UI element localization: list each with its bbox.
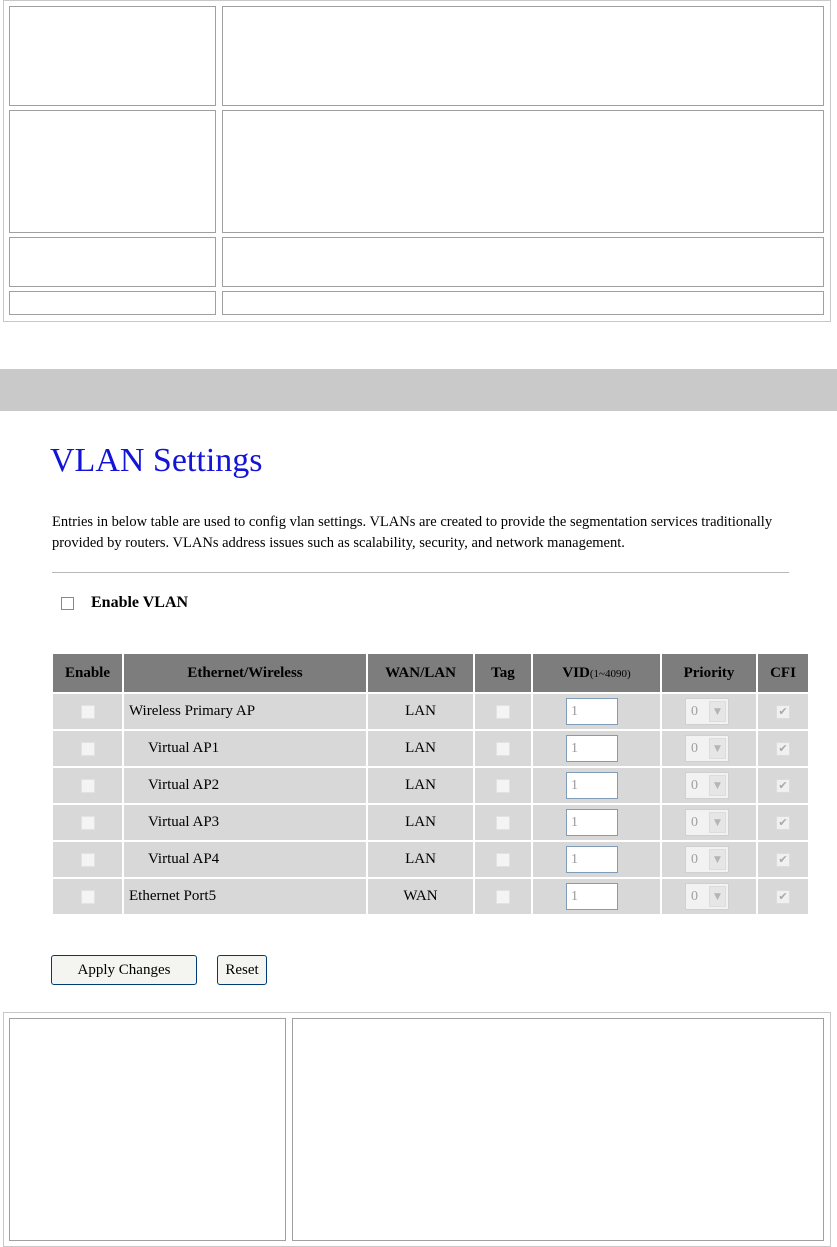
checkmark-icon: ✔: [778, 742, 788, 756]
checkmark-icon: ✔: [778, 853, 788, 867]
row-priority-select[interactable]: [685, 772, 729, 799]
chevron-down-icon: ▼: [709, 886, 726, 907]
row-wan-lan: LAN: [368, 805, 473, 840]
row-enable-checkbox[interactable]: [81, 705, 95, 719]
row-priority-select[interactable]: [685, 735, 729, 762]
row-interface-name: Virtual AP3: [124, 805, 366, 840]
row-tag-checkbox[interactable]: [496, 742, 510, 756]
row-interface-name: Virtual AP2: [124, 768, 366, 803]
chevron-down-icon: ▼: [709, 812, 726, 833]
row-vid-input[interactable]: 1: [566, 735, 618, 762]
row-cfi-checkbox[interactable]: [776, 890, 790, 904]
row-enable-checkbox[interactable]: [81, 890, 95, 904]
reset-button[interactable]: Reset: [217, 955, 267, 985]
chevron-down-icon: ▼: [709, 775, 726, 796]
page-title: VLAN Settings: [50, 442, 263, 479]
row-priority-value: 0: [691, 888, 698, 904]
enable-vlan-row: [61, 594, 188, 612]
header-vid: [533, 654, 660, 692]
checkmark-icon: ✔: [778, 705, 788, 719]
top-table-row: [4, 110, 830, 233]
vlan-table-header: [53, 654, 808, 692]
header-wan-lan: WAN/LAN: [368, 654, 473, 692]
top-table-cell: [222, 110, 824, 233]
top-table-cell: [9, 6, 216, 106]
row-enable-checkbox[interactable]: [81, 779, 95, 793]
row-enable-checkbox[interactable]: [81, 853, 95, 867]
top-table-row: [4, 237, 830, 287]
checkmark-icon: ✔: [778, 816, 788, 830]
header-vid-label: VID: [562, 664, 590, 681]
header-priority: Priority: [662, 654, 756, 692]
chevron-down-icon: ▼: [709, 738, 726, 759]
row-cfi-checkbox[interactable]: [776, 742, 790, 756]
row-priority-value: 0: [691, 703, 698, 719]
chevron-down-icon: ▼: [709, 701, 726, 722]
checkmark-icon: ✔: [778, 779, 788, 793]
top-table-cell: [9, 291, 216, 315]
table-row: [53, 768, 808, 803]
enable-vlan-checkbox[interactable]: [61, 597, 74, 610]
row-interface-name: Wireless Primary AP: [124, 694, 366, 729]
row-vid-input[interactable]: 1: [566, 772, 618, 799]
row-priority-select[interactable]: [685, 698, 729, 725]
bottom-table-cell: [9, 1018, 286, 1241]
row-wan-lan: LAN: [368, 731, 473, 766]
table-row: [53, 805, 808, 840]
row-priority-value: 0: [691, 777, 698, 793]
table-row: [53, 731, 808, 766]
row-vid-input[interactable]: 1: [566, 846, 618, 873]
row-priority-select[interactable]: [685, 846, 729, 873]
row-tag-checkbox[interactable]: [496, 816, 510, 830]
chevron-down-icon: ▼: [709, 849, 726, 870]
bottom-table-cell: [292, 1018, 824, 1241]
row-priority-value: 0: [691, 740, 698, 756]
row-cfi-checkbox[interactable]: [776, 853, 790, 867]
enable-vlan-label: Enable VLAN: [91, 594, 189, 611]
row-priority-value: 0: [691, 851, 698, 867]
table-row: [53, 694, 808, 729]
top-table-cell: [222, 237, 824, 287]
row-priority-select[interactable]: [685, 883, 729, 910]
row-priority-value: 0: [691, 814, 698, 830]
row-wan-lan: LAN: [368, 694, 473, 729]
row-vid-input[interactable]: 1: [566, 809, 618, 836]
row-tag-checkbox[interactable]: [496, 853, 510, 867]
row-tag-checkbox[interactable]: [496, 705, 510, 719]
section-header-band: [0, 369, 837, 411]
bottom-empty-table: [3, 1012, 831, 1247]
row-interface-name: Virtual AP4: [124, 842, 366, 877]
page-description: Entries in below table are used to config vlan settings. VLANs are created to provide the segmentation services traditionally provided by routers. VLANs address issues such as scalability, security, and network management.: [52, 514, 773, 551]
table-row: [53, 879, 808, 914]
row-cfi-checkbox[interactable]: [776, 705, 790, 719]
row-cfi-checkbox[interactable]: [776, 779, 790, 793]
row-interface-name: Ethernet Port5: [124, 879, 366, 914]
header-interface: Ethernet/Wireless: [124, 654, 366, 692]
row-vid-input[interactable]: 1: [566, 698, 618, 725]
top-table-cell: [9, 237, 216, 287]
apply-changes-button[interactable]: Apply Changes: [51, 955, 197, 985]
checkmark-icon: ✔: [778, 890, 788, 904]
row-enable-checkbox[interactable]: [81, 742, 95, 756]
top-table-cell: [222, 6, 824, 106]
row-tag-checkbox[interactable]: [496, 890, 510, 904]
row-interface-name: Virtual AP1: [124, 731, 366, 766]
table-row: [53, 842, 808, 877]
top-table-cell: [9, 110, 216, 233]
row-wan-lan: LAN: [368, 768, 473, 803]
top-table-row: [4, 291, 830, 315]
row-tag-checkbox[interactable]: [496, 779, 510, 793]
header-vid-range: (1~4090): [589, 667, 631, 680]
row-enable-checkbox[interactable]: [81, 816, 95, 830]
header-cfi: CFI: [758, 654, 808, 692]
vlan-table: [51, 652, 810, 916]
top-empty-table: [3, 0, 831, 322]
row-wan-lan: WAN: [368, 879, 473, 914]
divider: [52, 572, 789, 573]
row-cfi-checkbox[interactable]: [776, 816, 790, 830]
header-enable: Enable: [53, 654, 122, 692]
row-vid-input[interactable]: 1: [566, 883, 618, 910]
top-table-cell: [222, 291, 824, 315]
header-tag: Tag: [475, 654, 531, 692]
row-wan-lan: LAN: [368, 842, 473, 877]
row-priority-select[interactable]: [685, 809, 729, 836]
top-table-row: [4, 6, 830, 106]
